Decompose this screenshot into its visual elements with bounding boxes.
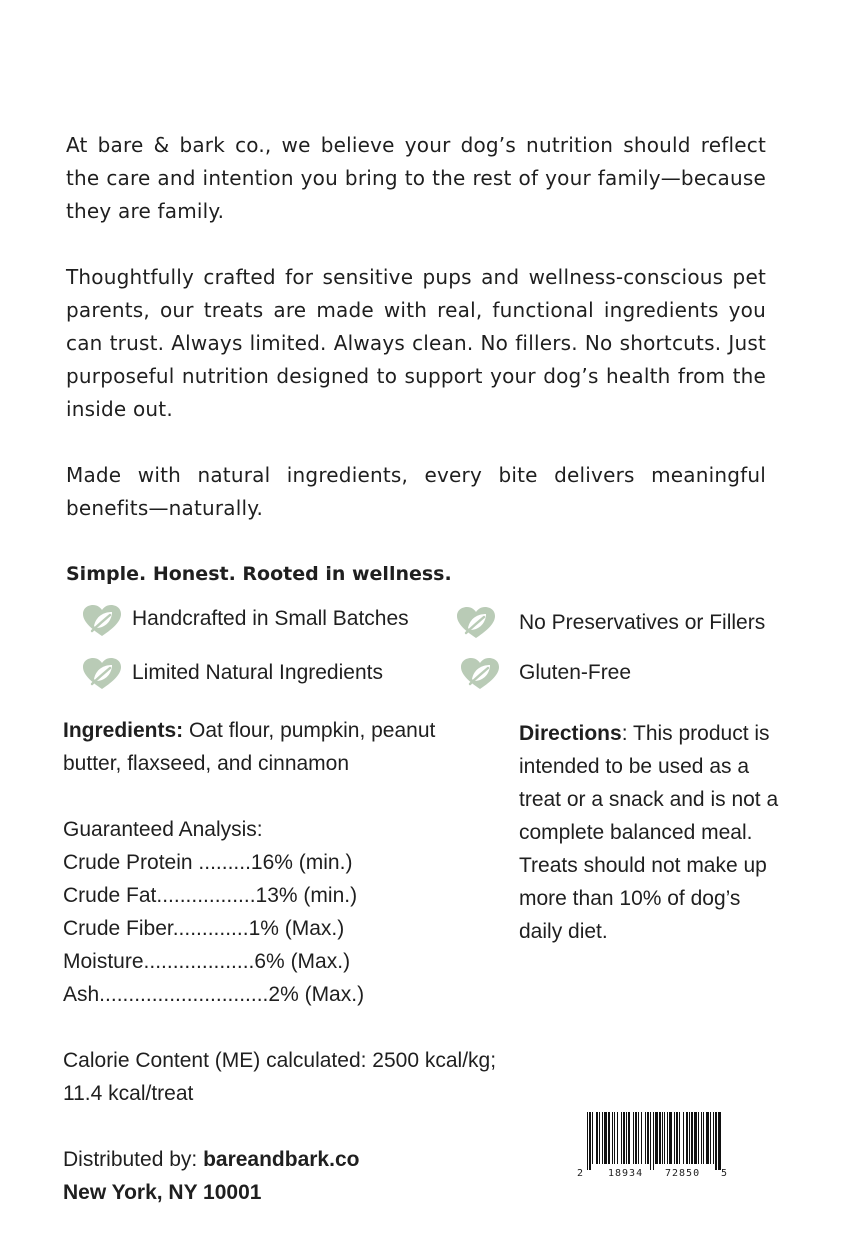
ingredients-block: [63, 714, 493, 780]
guaranteed-analysis: [63, 813, 503, 1011]
directions-text: : This product is intended to be used as a treat or a snack and is not a complete balanced meal. Treats should not make up more than 10% of dog’s daily diet.: [519, 722, 779, 943]
analysis-row: Crude Fiber.............1% (Max.): [63, 917, 345, 940]
leaf-heart-icon: [82, 604, 122, 638]
analysis-row: Crude Protein .........16% (min.): [63, 851, 353, 874]
barcode-right-group: 72850: [665, 1168, 701, 1179]
leaf-heart-icon: [460, 657, 500, 691]
barcode-last-digit: 5: [721, 1168, 728, 1179]
feature-label: Limited Natural Ingredients: [132, 661, 383, 684]
distributor-block: [63, 1143, 483, 1209]
barcode: [573, 1110, 733, 1182]
ingredients-heading: Ingredients:: [63, 719, 184, 742]
distributor-prefix: Distributed by:: [63, 1148, 204, 1171]
distributor-address: New York, NY 10001: [63, 1181, 262, 1204]
directions-block: [519, 717, 789, 948]
analysis-row: Ash.............................2% (Max.): [63, 983, 365, 1006]
feature-label: No Preservatives or Fillers: [519, 611, 766, 634]
analysis-row: Moisture...................6% (Max.): [63, 950, 351, 973]
barcode-left-group: 18934: [608, 1168, 644, 1179]
intro-paragraph-1: At bare & bark co., we believe your dog’s nutrition should reflect the care and intention you bring to the rest of your family—because they are family.: [66, 133, 766, 223]
intro-paragraph-3: Made with natural ingredients, every bite delivers meaningful benefits—naturally.: [66, 463, 766, 520]
calorie-line-1: Calorie Content (ME) calculated: 2500 kcal/kg;: [63, 1049, 497, 1072]
directions-heading: Directions: [519, 722, 622, 745]
tagline: Simple. Honest. Rooted in wellness.: [66, 563, 452, 585]
feature-label: Gluten-Free: [519, 661, 632, 684]
calorie-line-2: 11.4 kcal/treat: [63, 1082, 194, 1105]
feature-label: Handcrafted in Small Batches: [132, 607, 409, 630]
analysis-row: Crude Fat.................13% (min.): [63, 884, 358, 907]
leaf-heart-icon: [456, 606, 496, 640]
calorie-content: [63, 1044, 583, 1110]
analysis-title: Guaranteed Analysis:: [63, 818, 263, 841]
intro-paragraph-2: Thoughtfully crafted for sensitive pups and wellness-conscious pet parents, our treats are made with real, functional ingredients you can trust. Always limited. Always clean. No fillers. No shortcuts. Just purposeful nutrition designed to support your dog’s health from the inside out.: [66, 265, 766, 421]
leaf-heart-icon: [82, 657, 122, 691]
ingredients-text: Oat flour, pumpkin, peanut butter, flaxseed, and cinnamon: [63, 719, 436, 775]
barcode-first-digit: 2: [577, 1168, 584, 1179]
distributor-name: bareandbark.co: [203, 1148, 360, 1171]
